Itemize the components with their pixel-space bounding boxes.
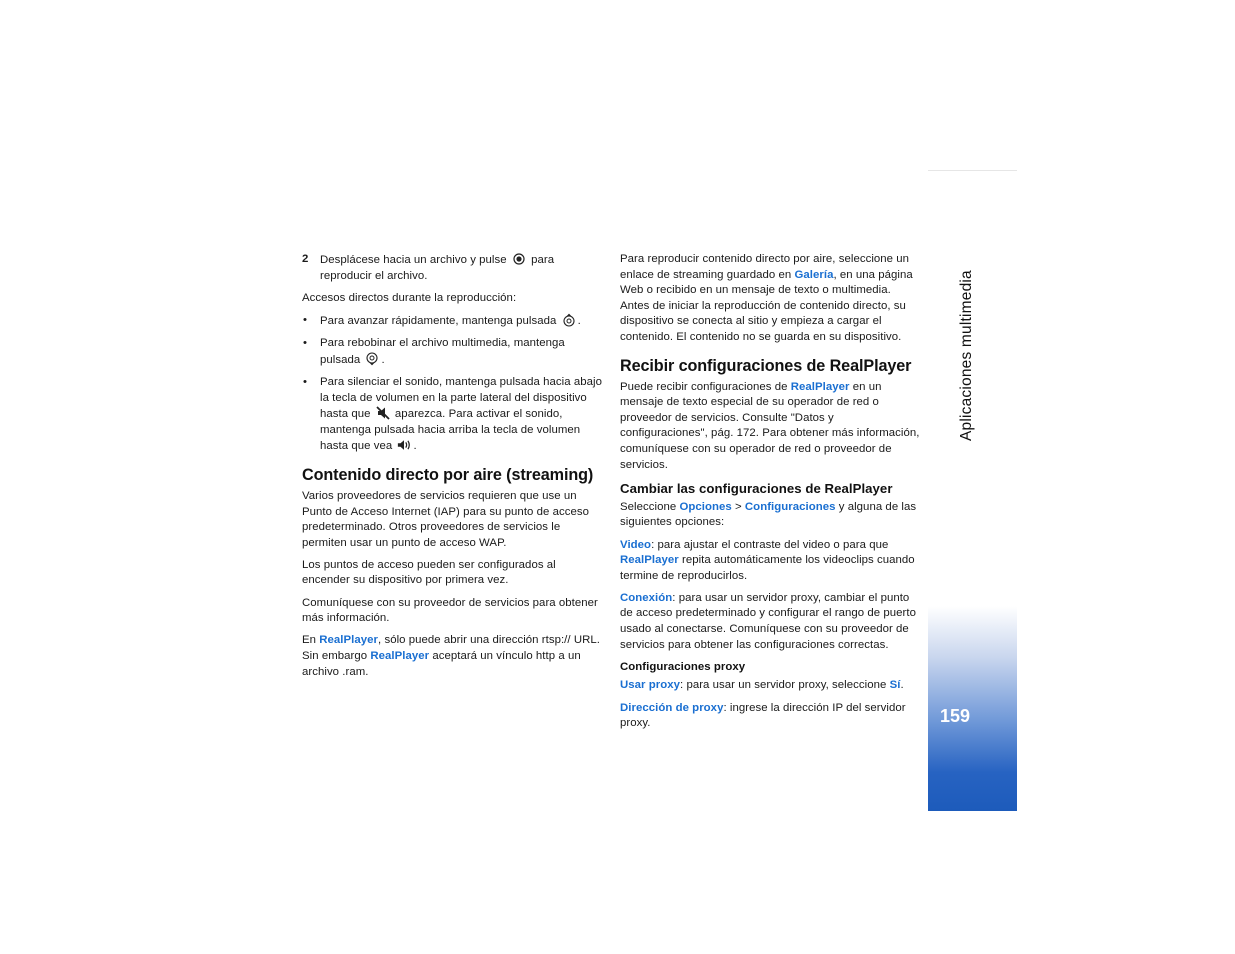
heading-change-settings: Cambiar las configuraciones de RealPlayer [620,480,893,496]
bullet-text: Para avanzar rápidamente, mantenga pulsada [320,314,557,327]
paragraph: Los puntos de acceso pueden ser configurados al encender su dispositivo por primera vez. [302,558,556,587]
paragraph: Varios proveedores de servicios requieren que use un Punto de Acceso Internet (IAP) para su punto de acceso predeterminado. Otros proveedores de servicios le permiten usar un punto de acceso WAP. [302,489,590,549]
text: Puede recibir configuraciones de [620,380,788,393]
heading-proxy-settings: Configuraciones proxy [620,660,746,673]
text: en un mensaje de texto especial de su operador de red o proveedor de servicios. Consulte "Datos y configuraciones", pág. 172. Para obtener más información, comuníquese con su operador de red o proveedor de servicios. [620,380,920,471]
text: Seleccione [620,500,677,513]
realplayer-link[interactable]: RealPlayer [620,554,679,567]
text: En [302,634,317,647]
joystick-down-icon [365,352,379,366]
shortcut-list [302,313,602,455]
mute-icon [376,406,390,420]
text: , en una página Web o recibido en un mensaje de texto o multimedia. Antes de iniciar la reproducción de contenido directo, su dispositivo se conecta al sitio y empieza a cargar el contenido. El contenido no se guarda en su dispositivo. [620,268,913,343]
chapter-title: Aplicaciones multimedia [958,270,975,441]
right-column [620,252,922,738]
page-number: 159 [940,706,971,726]
bullet-text-end: . [413,440,417,453]
paragraph-streaming-link [620,252,922,346]
configuraciones-link[interactable]: Configuraciones [744,500,836,513]
paragraph: Comuníquese con su proveedor de servicios para obtener más información. [302,596,598,625]
left-column [302,252,602,687]
text: : para usar un servidor proxy, cambiar el punto de acceso predeterminado y configurar el rango de puerto usado al conectarse. Comuníquese con su proveedor de servicios para obtener las configuraciones correctas. [620,591,916,651]
step-text-after: para reproducir el archivo. [320,254,555,282]
step-text-before: Desplácese hacia un archivo y pulse [320,254,507,266]
text: , sólo puede abrir una dirección rtsp:// URL. Sin embargo [302,634,600,663]
text: : para ajustar el contraste del video o para que [651,538,889,551]
video-option-link[interactable]: Video [620,538,652,551]
bullet-text: Para silenciar el sonido, mantenga pulsada hacia abajo la tecla de volumen en la parte lateral del dispositivo hasta que [320,375,602,421]
si-link[interactable]: Sí [889,679,901,692]
bullet-dot: • [303,337,308,350]
option-usar-proxy [620,678,922,694]
bullet-text-middle: aparezca. Para activar el sonido, mantenga pulsada hacia arriba la tecla de volumen hasta que vea [320,408,581,453]
text: : para usar un servidor proxy, seleccione [680,679,887,692]
step-2 [302,252,602,284]
conexion-option-link[interactable]: Conexión [620,591,673,604]
text: aceptará un vínculo http a un archivo .ram. [302,650,581,678]
realplayer-link[interactable]: RealPlayer [319,634,379,647]
text: repita automáticamente los videoclips cuando termine de reproducirlos. [620,554,915,582]
paragraph-receive [620,380,922,474]
direccion-proxy-link[interactable]: Dirección de proxy [620,701,724,714]
paragraph-realplayer [302,633,602,680]
bullet-dot: • [303,313,308,326]
usar-proxy-link[interactable]: Usar proxy [620,679,681,692]
heading-receive-settings: Recibir configuraciones de RealPlayer [620,356,912,375]
volume-icon [397,438,411,452]
text: . [900,679,904,692]
list-item [302,313,602,330]
galeria-link[interactable]: Galería [794,268,834,281]
option-video [620,538,922,585]
list-item [302,375,602,455]
shortcuts-intro: Accesos directos durante la reproducción: [302,291,517,304]
realplayer-link[interactable]: RealPlayer [790,380,850,393]
bullet-text: Para rebobinar el archivo multimedia, mantenga pulsada [320,337,565,366]
option-direccion-proxy [620,701,922,732]
bullet-dot: • [303,375,308,388]
realplayer-link[interactable]: RealPlayer [370,650,430,663]
joystick-press-icon [512,252,526,266]
joystick-up-icon [562,313,576,327]
text: Para reproducir contenido directo por aire, seleccione un enlace de streaming guardado en [620,253,910,281]
step-number: 2 [302,253,309,265]
text: : ingrese la dirección IP del servidor proxy. [620,701,906,730]
bullet-text-end: . [381,353,385,366]
bullet-text-end: . [577,314,581,327]
paragraph-select-options [620,500,922,531]
heading-streaming: Contenido directo por aire (streaming) [302,465,594,484]
option-conexion [620,591,922,653]
list-item [302,336,602,368]
separator: > [734,500,742,513]
text: y alguna de las siguientes opciones: [620,500,917,529]
opciones-link[interactable]: Opciones [679,500,732,513]
